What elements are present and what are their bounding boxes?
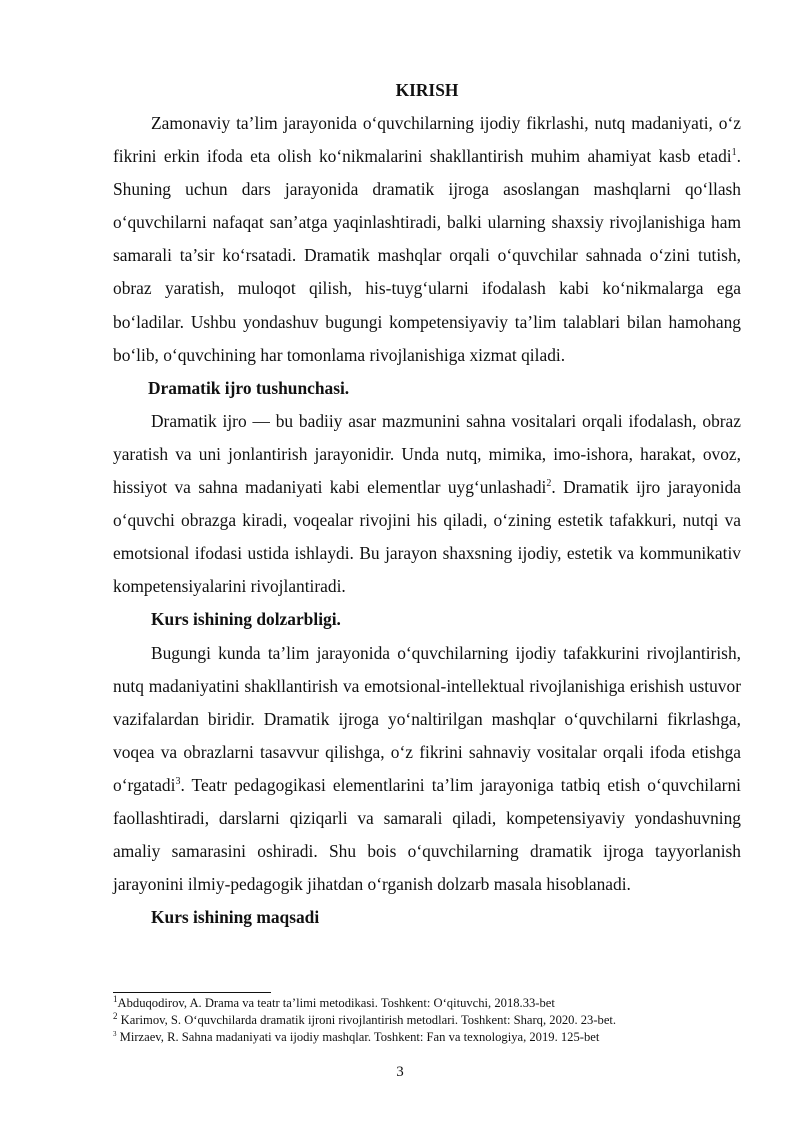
footnote-divider [113, 992, 271, 993]
dramatik-ijro-paragraph [113, 405, 741, 604]
dolzarbligi-text-a: Bugungi kunda ta’lim jarayonida o‘quvchilarning ijodiy tafakkurini rivojlantirish, nutq madaniyatini shakllantirish va emotsional-intellektual rivojlanishiga erishish ustuvor vazifalardan biridir. Dramatik ijroga yo‘naltirilgan mashqlar o‘quvchilarni fikrlashga, voqea va obrazlarni tasavvur qilishga, o‘z fikrini sahnaviy vositalar orqali ifoda etishga o‘rgatadi [113, 642, 741, 795]
footnote-3 [113, 1029, 753, 1046]
intro-text-b: . Shuning uchun dars jarayonida dramatik ijroga asoslangan mashqlarni qo‘llash o‘quvchilarni nafaqat san’atga yaqinlashtiradi, balki ularning shaxsiy rivojlanishiga ham samarali ta’sir ko‘rsatadi. Dramatik mashqlar orqali o‘quvchilar sahnada o‘zini tutish, obraz yaratish, muloqot qilish, his-tuyg‘ularni ifodalash kabi ko‘nikmalarga ega bo‘ladilar. Ushbu yondashuv bugungi kompetensiyaviy ta’lim talablari bilan hamohang bo‘lib, o‘quvchining har tomonlama rivojlanishiga xizmat qiladi. [113, 146, 741, 365]
footnote-ref-2[interactable]: 2 [546, 478, 552, 490]
dolzarbligi-text-b: . Teatr pedagogikasi elementlarini ta’lim jarayoniga tatbiq etish o‘quvchilarni faollashtiradi, darslarni qiziqarli va samarali qiladi, kompetensiyaviy yondashuvning amaliy samarasini oshiradi. Shu bois o‘quvchilarning dramatik ijroga tayyorlanish jarayonini ilmiy-pedagogik jihatdan o‘rganish dolzarb masala hisoblanadi. [113, 774, 741, 895]
footnote-text-1: Abduqodirov, A. Drama va teatr ta’limi metodikasi. Toshkent: O‘qituvchi, 2018.33-bet [117, 996, 555, 1010]
intro-paragraph [113, 107, 741, 372]
section-heading-dolzarbligi: Kurs ishining dolzarbligi. [151, 609, 341, 630]
footnote-mark-3: 3 [113, 1029, 117, 1038]
section-heading-dramatik-ijro: Dramatik ijro tushunchasi. [148, 377, 350, 398]
page-title: KIRISH [395, 80, 459, 100]
footnote-1 [113, 995, 753, 1012]
dramatik-ijro-text-b: . Dramatik ijro jarayonida o‘quvchi obrazga kiradi, voqealar rivojini his qiladi, o‘zining estetik tafakkuri, nutqi va emotsional ifodasi ustida ishlaydi. Bu jarayon shaxsning ijodiy, estetik va kommunikativ kompetensiyalarini rivojlantiradi. [113, 477, 741, 597]
dolzarbligi-paragraph [113, 637, 741, 902]
page-number: 3 [396, 1064, 404, 1080]
footnote-2 [113, 1012, 753, 1029]
footnote-text-3: Mirzaev, R. Sahna madaniyati va ijodiy mashqlar. Toshkent: Fan va texnologiya, 2019. 125-bet [116, 1030, 600, 1044]
section-heading-maqsadi: Kurs ishining maqsadi [151, 907, 320, 928]
footnote-mark-1: 1 [113, 993, 118, 1004]
footnote-ref-3[interactable]: 3 [175, 776, 181, 788]
intro-text-a: Zamonaviy ta’lim jarayonida o‘quvchilarning ijodiy fikrlashi, nutq madaniyati, o‘z fikrini erkin ifoda eta olish ko‘nikmalarini shakllantirish muhim ahamiyat kasb etadi [113, 113, 741, 167]
body-text [113, 107, 741, 934]
footnote-ref-1[interactable]: 1 [731, 147, 737, 159]
footnote-mark-2: 2 [113, 1010, 118, 1021]
footnote-text-2: Karimov, S. O‘quvchilarda dramatik ijroni rivojlantirish metodlari. Toshkent: Sharq, 2020. 23-bet. [117, 1013, 617, 1027]
dramatik-ijro-text-a: Dramatik ijro — bu badiiy asar mazmunini sahna vositalari orqali ifodalash, obraz yaratish va uni jonlantirish jarayonidir. Unda nutq, mimika, imo-ishora, harakat, ovoz, hissiyot va sahna madaniyati kabi elementlar uyg‘unlashadi [113, 410, 741, 498]
footnotes [113, 995, 753, 1046]
